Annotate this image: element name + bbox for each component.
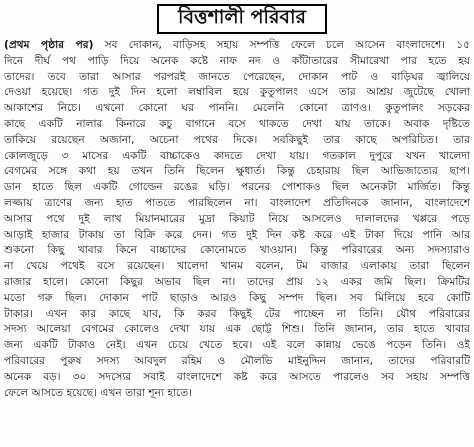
- article-line: দিনে দীর্ঘ পথ পাড়ি দিয়ে অনেক কষ্টে নাফ নদ ও কাঁটাতারের সীমারেখা পার হতে হয়: [4, 54, 470, 67]
- article-line: কাছে একটি নালার কিনারে কচু বাগানে বসে থাকতে দেখা যায় তাকে। অবাক দৃষ্টিতে: [4, 117, 470, 130]
- article-line: মতো গরু ছিল। দোকান পাট ছাড়াও আরও কিছু সম্পদ ছিল। সব মিলিয়ে হবে কোটি: [4, 291, 470, 304]
- article-line: তাকিয়ে রয়েছেন অজানা, অচেনা পথের দিকে। সবকিছুই তার কাছে অপরিচিত। তার: [4, 133, 470, 146]
- continuation-marker: (প্রথম পৃষ্ঠার পর): [4, 39, 94, 51]
- article-line: (প্রথম পৃষ্ঠার পর) সব দোকান, বাড়িসহ সহায় সম্পত্তি ফেলে চলে আসেন বাংলাদেশে। ১৫: [4, 39, 470, 51]
- article-body: [4, 38, 470, 401]
- article-line: কোলজুড়ে ৩ মাসের একটি বাচ্চাকেও কাদতে দেখা যায়। গতকাল দুপুরে যখন খালেদা: [4, 149, 470, 162]
- article-line: দেওয়া হয়েছে। গত দুই দিন হলো লম্বাবিল হয়ে কুতুপালং এসে তার আশ্রয় জুটেছে খোলা: [4, 86, 470, 99]
- article-line: আকাশের নিচে। এখনো কোনো ঘর পাননি। মেলেনি কোনো ত্রাণও। কুতুপালং সড়কের: [4, 102, 470, 115]
- article-line: না খেয়ে পথেই বসে রয়েছেন। খালেদা খানম বলেন, টম বাজার এলাকায় তারা ছিলেন: [4, 260, 470, 273]
- article-line: লজ্জায় ত্রাণের জন্য হাত পাততে পারছিলেন না। বাংলাদেশ প্রতিদিনকে জানান, বাংলাদেশে: [4, 196, 470, 209]
- article-line: টাকার। এখন কার কাছে যাব, কি করব কিছুই টের পাচ্ছেন না তিনি। যৌথ পরিবারের: [4, 307, 470, 320]
- article-line: আড়াই হাজার টাকায় তা বিক্রি করে দেন। গত দুই দিন কষ্ট করে এই টাকা দিয়ে পানি আর: [4, 228, 470, 241]
- article-line: তাদের। তবে তারা আসার পরপরই জানতে পেরেছেন, দোকান পাট ও বাড়িঘর জ্বালিয়ে: [4, 70, 470, 83]
- headline: বিত্তশালী পরিবার: [178, 6, 306, 28]
- article-line: ফেলে আসতে হয়েছে। এখন তারা শূন্য হাতে।: [4, 386, 193, 399]
- article-line: বেগমের সঙ্গে কথা হয় তখন তিনি ছিলেন ক্ষুধার্ত। কিন্তু চেহারায় ছিল আভিজাত্যের ছাপ।: [4, 165, 470, 178]
- article-line: আসার পথে দুই লাখ মিয়ানমারের মুদ্রা কিয়াট নিয়ে আসলেও দালালদের খপ্পরে পড়ে: [4, 212, 470, 225]
- article-line: অনেক বড়। ৩০ সদস্যের সবাই বাংলাদেশে কষ্ট করে আসতে পারলেও সব সহায় সম্পত্তি: [4, 370, 470, 383]
- article-line: সদস্য আলেয়া বেগমের কোলেও দেখা যায় এক ছোট্ট শিশু। তিনি জানান, তার হাতে খাবার: [4, 323, 470, 336]
- article-line: জন্য একটি টাকাও নেই। এখন চেয়ে খেতে হবে। এই বলে কান্নায় ভেঙে পড়েন তিনি। ওই: [4, 339, 470, 352]
- headline-box: [157, 4, 327, 34]
- article-line: ডান হাতে ছিল একটি গোল্ডেন রঙের ঘড়ি। পরনের পোশাকও ছিল অনেকটা মার্জিত। কিন্তু: [4, 181, 470, 194]
- article-line: পরিবারের পুরুষ সদস্য আবদুল রহিম ও মৌলভি মাইনুদ্দিন জানান, তাদের পরিবারটি: [4, 354, 470, 367]
- article-line: রাজার হালে। কোনো কিছুর অভাব ছিল না। তাদের প্রায় ১২ একর জমি ছিল। ক্রিমটির: [4, 275, 470, 288]
- article-line: শুকনো কিছু খাবার কিনে বাচ্চাদের কোনোমতে খাওয়ান। কিন্তু পরিবারের অন্য সদস্যারাও: [4, 244, 470, 257]
